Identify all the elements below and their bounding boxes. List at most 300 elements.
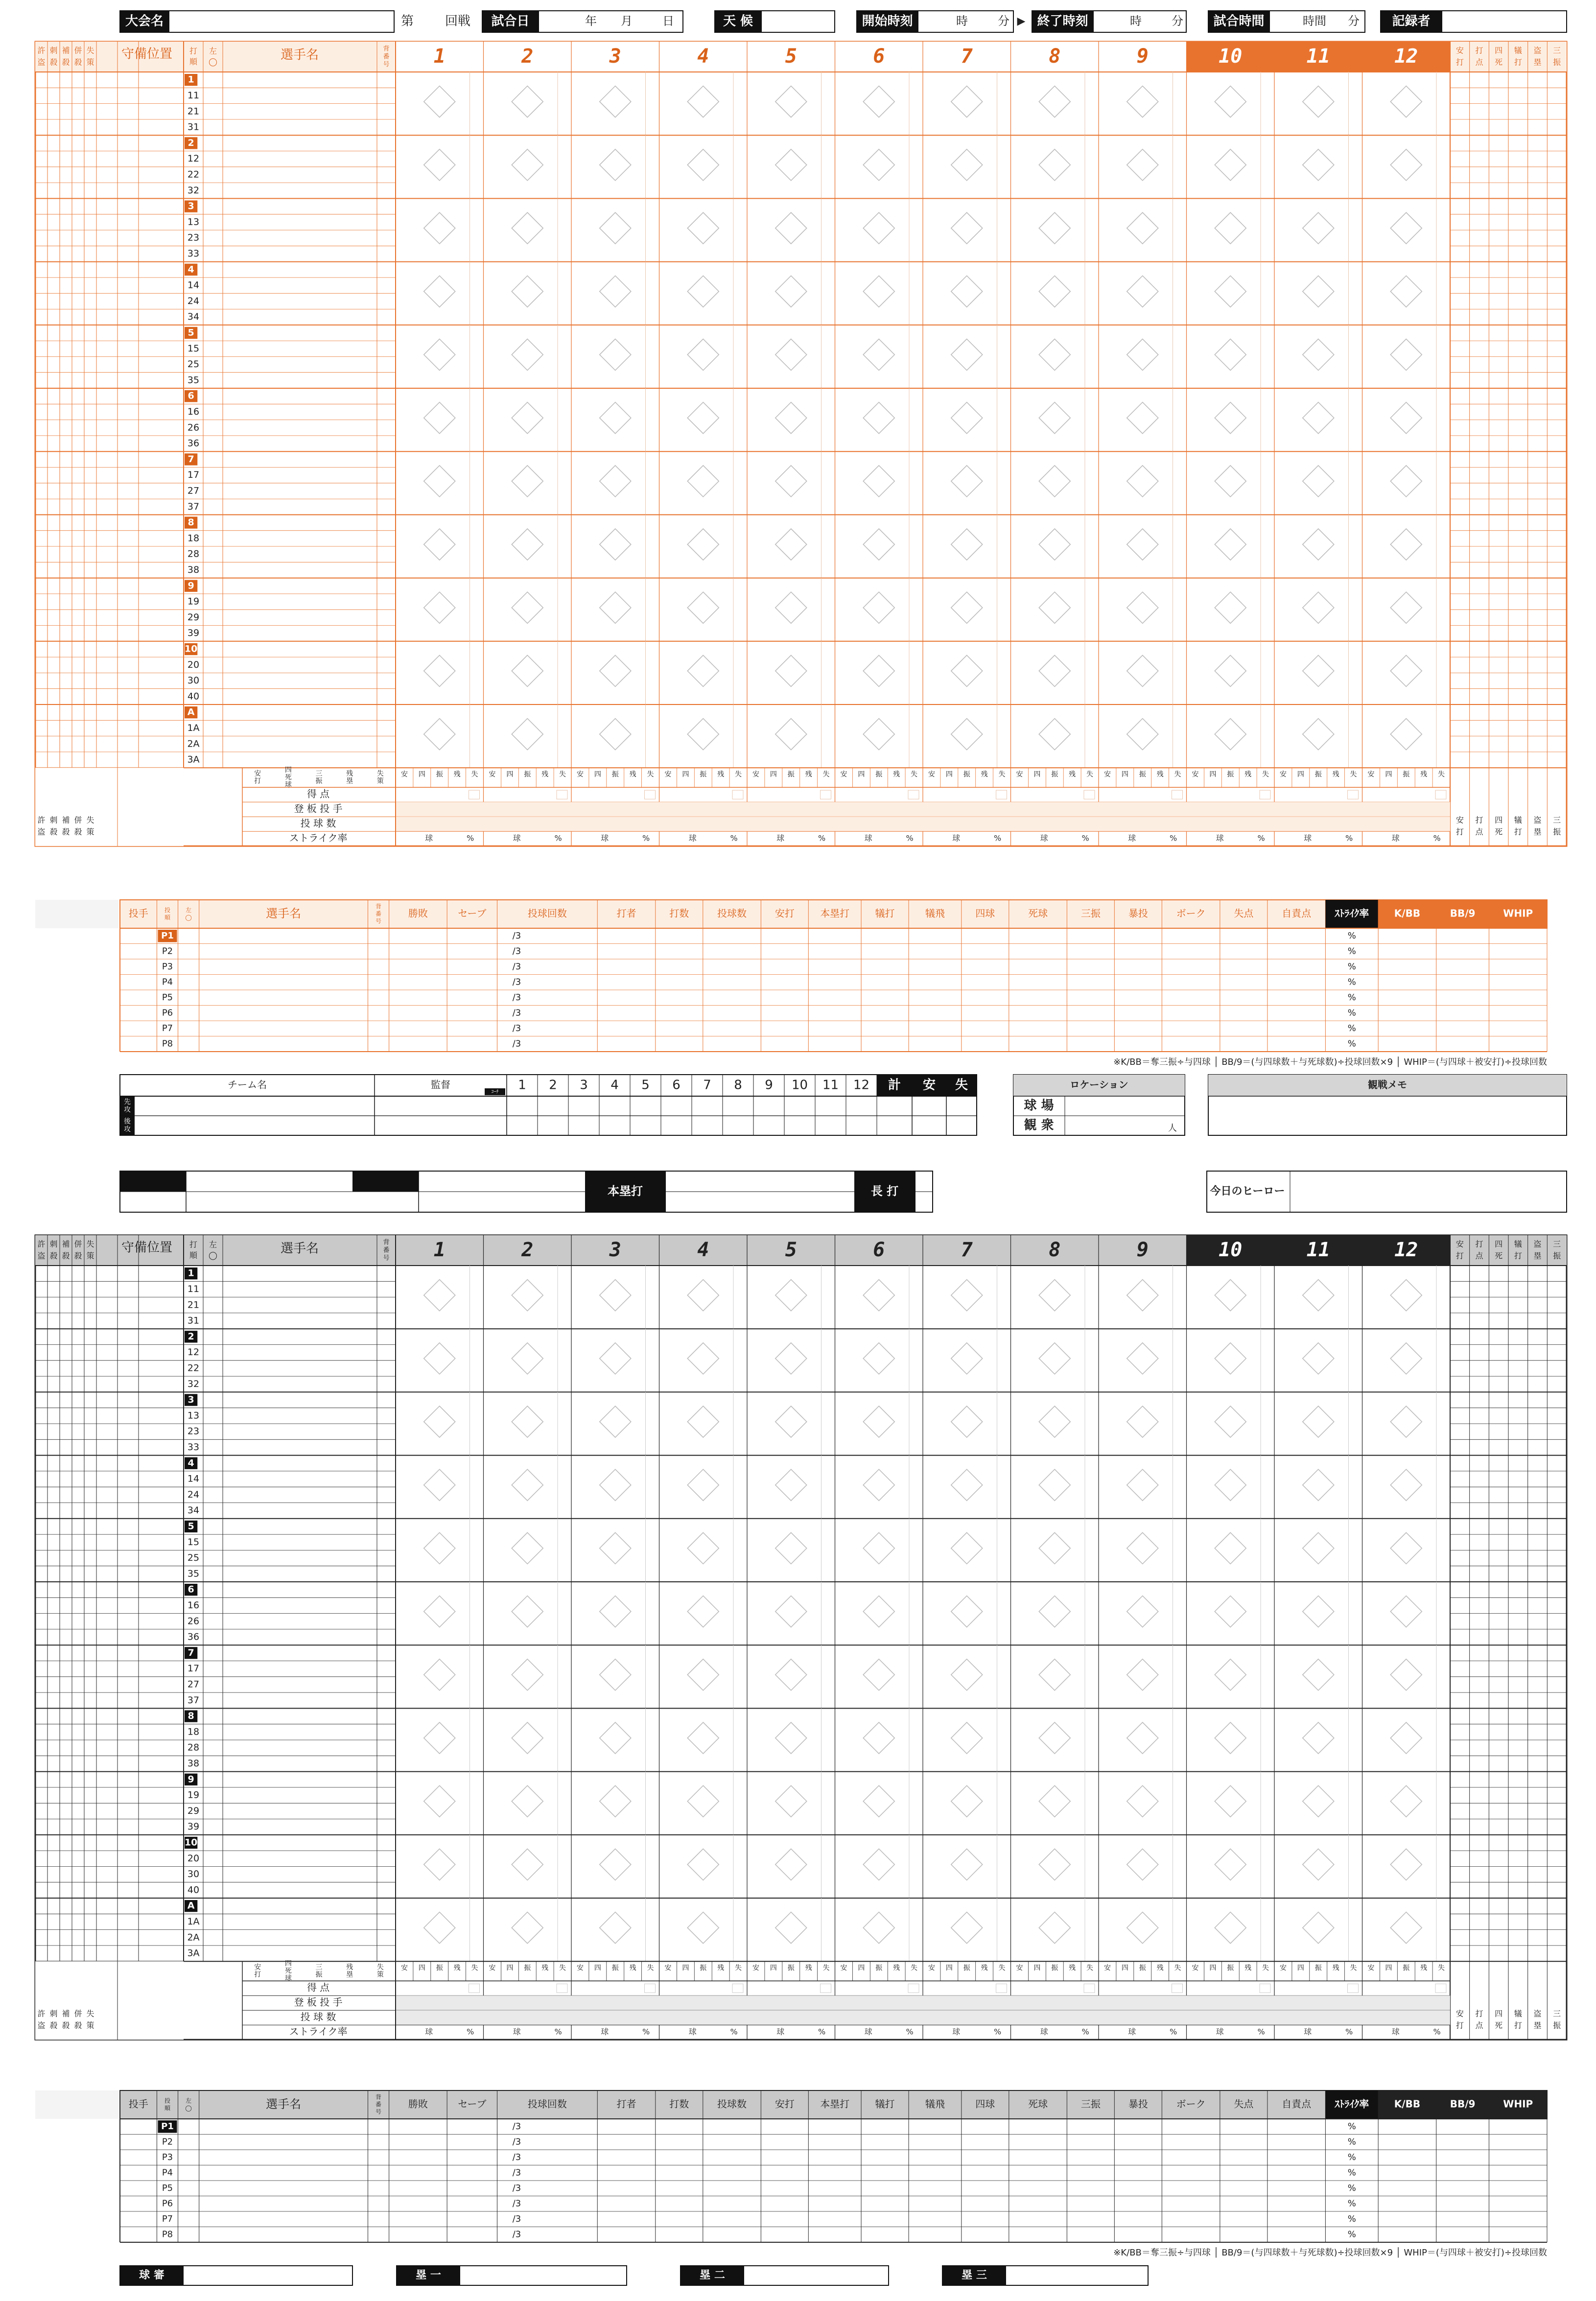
vertical-label-char: 盗 [37, 57, 46, 67]
top-pct-unit: % [906, 833, 914, 843]
vertical-label-char: 四 [1495, 1239, 1503, 1249]
bottom-pitch-header-label: 打者 [616, 2098, 636, 2110]
vertical-label-char: 策 [86, 827, 94, 837]
tournament-field-label: 大会名 [125, 14, 164, 29]
top-ip-suffix: /3 [512, 946, 521, 957]
vertical-label-char: 順 [189, 57, 198, 67]
vertical-label-char: 盗 [1533, 46, 1542, 55]
bottom-pitch-cell-tint [1099, 2010, 1187, 2025]
top-inning-stat-label: 失 [911, 771, 918, 779]
bottom-sub-order-number: 38 [187, 1758, 200, 1769]
bottom-inning-stat-label: 失 [647, 1964, 654, 1972]
vertical-label-char: 盗 [37, 2020, 46, 2030]
top-inning-number: 1 [433, 45, 446, 68]
bottom-pitch-unit: 球 [864, 2027, 872, 2037]
top-pitch-cell-tint [571, 817, 659, 831]
vertical-label-char: 殺 [74, 827, 82, 837]
vertical-label-char: 盗 [1533, 2009, 1542, 2019]
recorder-field-label: 記録者 [1392, 14, 1431, 29]
vertical-label-char: 打 [1514, 827, 1522, 837]
bottom-pitch-header-label: 打数 [669, 2098, 689, 2110]
top-inning-stat-label: 残 [893, 771, 900, 779]
arrow-icon: ▶ [1017, 15, 1026, 27]
top-sub-order-number: 27 [187, 485, 200, 496]
vertical-label-char: 塁 [346, 1971, 353, 1979]
bottom-pct-unit: % [993, 2027, 1002, 2037]
vertical-label-char: 投 [164, 907, 170, 914]
vertical-label-char: 三 [315, 770, 323, 778]
top-inning-number: 11 [1306, 45, 1330, 68]
top-pitcher-cell-tint [835, 802, 923, 817]
top-inning-stat-label: 安 [1367, 771, 1375, 779]
bottom-inning-stat-label: 四 [1297, 1964, 1304, 1972]
bottom-pitch-header-label: 失点 [1234, 2098, 1254, 2110]
bottom-pitch-unit: 球 [1391, 2027, 1400, 2037]
top-pitch-unit: 球 [513, 833, 521, 843]
top-inning-stat-label: 四 [418, 771, 425, 779]
month-unit: 月 [621, 14, 633, 28]
top-pct-unit: % [1257, 833, 1265, 843]
vertical-label-char: ◯ [209, 1250, 217, 1260]
bottom-inning-stat-label: 四 [945, 1964, 953, 1972]
hour-unit: 時 [1130, 14, 1142, 28]
vertical-label-char: 背 [376, 2093, 382, 2101]
top-pitcher-cell-tint [659, 802, 748, 817]
top-pitch-unit: 球 [952, 833, 961, 843]
bottom-inning-number: 9 [1136, 1239, 1149, 1261]
bottom-sub-order-number: 18 [187, 1726, 200, 1737]
vertical-label-char: 打 [1455, 57, 1464, 67]
bottom-inning-stat-label: 振 [1227, 1964, 1234, 1972]
bottom-pitcher-cell-tint [484, 1996, 572, 2010]
bottom-inning-stat-label: 四 [1385, 1964, 1392, 1972]
bottom-pitch-header-label: 投手 [128, 2098, 148, 2110]
bottom-sub-order-number: 11 [187, 1283, 200, 1294]
bottom-inning-stat-label: 安 [1016, 1964, 1023, 1972]
bottom-inning-stat-label: 四 [418, 1964, 425, 1972]
vertical-label-char: 四 [1495, 815, 1503, 825]
bottom-sub-order-number: 30 [187, 1869, 200, 1880]
bottom-inning-stat-label: 振 [1051, 1964, 1058, 1972]
vertical-label-char: 番 [376, 2101, 382, 2108]
top-sub-order-number: 1A [187, 722, 200, 733]
bottom-pitch-header-label: 暴投 [1128, 2098, 1148, 2110]
bottom-pitch-cell-tint [484, 2010, 572, 2025]
bottom-pitch-header-label: 死球 [1028, 2098, 1048, 2110]
bottom-ip-suffix: /3 [512, 2137, 521, 2147]
top-order-number: 10 [184, 643, 198, 655]
bottom-pitcher-cell-tint [1187, 1996, 1275, 2010]
top-inning-stat-label: 残 [981, 771, 988, 779]
bottom-sub-order-number: 25 [187, 1552, 200, 1564]
bottom-ip-suffix: /3 [512, 2198, 521, 2209]
vertical-label-char: 殺 [62, 2020, 70, 2030]
bottom-inning-stat-label: 四 [682, 1964, 689, 1972]
bottom-inning-stat-label: 失 [1438, 1964, 1445, 1972]
bottom-inning-stat-label: 失 [559, 1964, 566, 1972]
vertical-label-char: ◯ [209, 57, 217, 67]
top-inning-stat-label: 残 [541, 771, 549, 779]
bottom-inning-stat-label: 四 [506, 1964, 514, 1972]
top-order-number: 1 [188, 74, 194, 85]
bottom-pitcher-cell-tint [747, 1996, 835, 2010]
bottom-sub-order-number: 35 [187, 1568, 200, 1579]
bottom-inning-stat-label: 振 [787, 1964, 795, 1972]
top-pitcher-order: P6 [162, 1008, 173, 1018]
vertical-label-char: 背 [376, 903, 382, 910]
top-pct-unit: % [993, 833, 1002, 843]
top-inning-stat-label: 振 [1403, 771, 1410, 779]
top-order-number: 3 [188, 201, 194, 212]
top-pct-unit: % [818, 833, 826, 843]
vertical-label-char: 号 [376, 2108, 382, 2115]
top-inning-stat-label: 振 [700, 771, 707, 779]
vertical-label-char: 策 [86, 57, 94, 67]
bottom-inning-number: 6 [873, 1239, 885, 1261]
bottom-pct-unit: % [554, 2027, 562, 2037]
bottom-sub-order-number: 34 [187, 1505, 200, 1516]
umpire-label: 塁 三 [962, 2269, 987, 2281]
bottom-sub-order-number: 15 [187, 1536, 200, 1548]
vertical-label-char: 塁 [1533, 827, 1542, 837]
top-sub-order-number: 21 [187, 106, 200, 117]
hero-label: 今日のヒーロー [1210, 1185, 1285, 1197]
homerun-label: 本塁打 [608, 1184, 643, 1198]
top-inning-stat-label: 失 [1262, 771, 1269, 779]
vertical-label-char: 番 [383, 53, 390, 61]
top-inning-stat-label: 安 [1279, 771, 1287, 779]
vertical-label-char: 背 [383, 1239, 390, 1246]
top-inning-stat-label: 振 [875, 771, 883, 779]
bottom-pitcher-cell-tint [835, 1996, 923, 2010]
duration-field-label: 試合時間 [1213, 14, 1265, 29]
vertical-label-char: 塁 [1533, 57, 1542, 67]
crowd-label: 観 衆 [1024, 1118, 1054, 1133]
top-inning-stat-label: 残 [717, 771, 725, 779]
bottom-run-check-box [1260, 1984, 1270, 1993]
vertical-label-char: 安 [1455, 1239, 1464, 1249]
vertical-label-char: 振 [1553, 2020, 1561, 2030]
bottom-order-number: 2 [188, 1331, 194, 1342]
bottom-inning-number: 8 [1049, 1239, 1061, 1261]
vertical-label-char: 刺 [49, 46, 58, 55]
top-inning-stat-label: 安 [928, 771, 935, 779]
bottom-pct-unit: % [1433, 2027, 1441, 2037]
top-ip-suffix: /3 [512, 992, 521, 1003]
bottom-pitch-header-label: ボーク [1176, 2098, 1206, 2110]
vertical-label-char: 殺 [74, 1251, 82, 1261]
vertical-label-char: 殺 [74, 57, 82, 67]
bottom-sub-order-number: 1A [187, 1916, 200, 1927]
bottom-pct-unit: % [1257, 2027, 1265, 2037]
vertical-label-char: 背 [383, 45, 390, 53]
top-inning-stat-label: 残 [1332, 771, 1339, 779]
top-pitcher-order: P1 [161, 930, 174, 941]
bottom-pitch-header-label: セーブ [458, 2098, 487, 2110]
vertical-label-char: 号 [383, 61, 390, 69]
vertical-label-char: 殺 [49, 827, 58, 837]
vertical-label-char: 打 [1514, 1251, 1522, 1261]
top-sub-order-number: 30 [187, 675, 200, 686]
top-inning-stat-label: 振 [1051, 771, 1058, 779]
top-pitcher-cell-tint [923, 802, 1011, 817]
top-pitcher-cell-tint [1011, 802, 1099, 817]
bottom-order-number: 3 [188, 1394, 194, 1406]
scoreboard-total-label: 安 [922, 1078, 936, 1093]
umpire-label: 塁 一 [416, 2269, 441, 2281]
top-pitch-header-label: K/BB [1394, 907, 1421, 919]
top-sub-order-number: 29 [187, 611, 200, 623]
bottom-run-check-box [1084, 1984, 1095, 1993]
hl-dark-2 [352, 1171, 419, 1192]
vertical-label-char: 攻 [124, 1126, 131, 1133]
bottom-sub-order-number: 23 [187, 1426, 200, 1437]
bottom-ip-suffix: /3 [512, 2229, 521, 2240]
vertical-label-char: 犠 [1514, 46, 1522, 55]
bottom-strike-pct: % [1347, 2152, 1356, 2162]
bottom-inning-stat-label: 四 [1121, 1964, 1128, 1972]
vertical-label-char: 振 [1553, 827, 1561, 837]
top-sub-order-number: 13 [187, 216, 200, 228]
top-sub-order-number: 40 [187, 691, 200, 702]
vertical-label-char: 策 [86, 1251, 94, 1261]
vertical-label-char: 打 [1514, 57, 1522, 67]
bottom-strike-pct: % [1347, 2213, 1356, 2224]
bottom-inning-stat-label: 振 [700, 1964, 707, 1972]
top-ip-suffix: /3 [512, 930, 521, 941]
top-pct-unit: % [1345, 833, 1353, 843]
bottom-pitcher-cell-tint [1362, 1996, 1451, 2010]
top-ip-suffix: /3 [512, 1038, 521, 1049]
bottom-pitcher-cell-tint [571, 1996, 659, 2010]
bottom-strike-pct: % [1347, 2229, 1356, 2240]
bottom-inning-stat-label: 残 [1332, 1964, 1339, 1972]
vertical-label-char: 許 [37, 1239, 46, 1249]
vertical-label-char: 盗 [1533, 1239, 1542, 1249]
vertical-label-char: 安 [254, 770, 261, 778]
bottom-ip-suffix: /3 [512, 2152, 521, 2162]
bottom-sub-order-number: 33 [187, 1441, 200, 1453]
bottom-inning-number: 4 [697, 1239, 709, 1261]
vertical-label-char: 先 [124, 1098, 131, 1106]
bottom-inning-stat-label: 安 [840, 1964, 847, 1972]
top-inning-number: 8 [1049, 45, 1061, 68]
top-pitch-header-label: 失点 [1234, 907, 1254, 919]
bottom-pitch-cell-tint [1011, 2010, 1099, 2025]
top-sub-order-number: 18 [187, 533, 200, 544]
bottom-inning-number: 7 [961, 1239, 973, 1261]
top-sub-order-number: 32 [187, 185, 200, 196]
top-inning-stat-label: 安 [489, 771, 496, 779]
bottom-strike-pct: % [1347, 2137, 1356, 2147]
bottom-pitch-header-label: WHIP [1503, 2098, 1533, 2110]
top-summary-row-label: 得 点 [306, 788, 330, 800]
top-sub-order-number: 31 [187, 121, 200, 133]
top-pitch-header-label: 自責点 [1282, 907, 1312, 919]
bottom-sub-order-number: 20 [187, 1853, 200, 1864]
top-pitch-header-label: ｽﾄﾗｲｸ率 [1335, 907, 1369, 919]
vertical-label-char: 順 [189, 1250, 198, 1260]
top-sub-order-number: 35 [187, 375, 200, 386]
top-pitch-header-label: 安打 [775, 907, 795, 919]
bottom-pitch-cell-tint [923, 2010, 1011, 2025]
top-pitcher-order: P4 [162, 977, 173, 987]
top-pitch-cell-tint [747, 817, 835, 831]
minute-unit: 分 [998, 14, 1009, 28]
top-card-frame [35, 42, 1567, 846]
vertical-label-char: 打 [189, 1240, 198, 1249]
vertical-label-char: 残 [346, 1963, 353, 1972]
bottom-inning-stat-label: 四 [770, 1964, 777, 1972]
bottom-pct-unit: % [1081, 2027, 1089, 2037]
bottom-sub-order-number: 29 [187, 1805, 200, 1816]
bottom-inning-number: 10 [1219, 1239, 1243, 1261]
vertical-label-char: 球 [284, 1974, 292, 1983]
bottom-inning-stat-label: 振 [436, 1964, 443, 1972]
vertical-label-char: ◯ [185, 914, 192, 921]
vertical-label-char: 刺 [49, 1239, 58, 1249]
bottom-sub-order-number: 39 [187, 1821, 200, 1832]
top-inning-stat-label: 失 [471, 771, 478, 779]
vertical-label-char: 左 [186, 907, 192, 914]
bottom-inning-stat-label: 安 [1367, 1964, 1375, 1972]
vertical-label-char: 四 [1495, 46, 1503, 55]
top-stats-note: ※K/BB＝奪三振÷与四球 │ BB/9＝(与四球数＋与死球数)÷投球回数×9 │ WHIP＝(与四球＋被安打)÷投球回数 [1113, 1057, 1547, 1067]
bottom-sub-order-number: 32 [187, 1378, 200, 1389]
bottom-inning-stat-label: 残 [893, 1964, 900, 1972]
bottom-pitch-header-label: 投球数 [717, 2098, 747, 2110]
top-position-label: 守備位置 [121, 47, 173, 62]
vertical-label-char: 四 [284, 1960, 292, 1968]
top-inning-number: 10 [1219, 45, 1243, 68]
scoreboard-inning: 9 [765, 1078, 773, 1093]
bottom-order-number: 8 [188, 1711, 194, 1722]
top-strike-pct: % [1347, 946, 1356, 957]
bottom-ip-suffix: /3 [512, 2213, 521, 2224]
top-pitch-cell-tint [484, 817, 572, 831]
bottom-inning-stat-label: 四 [858, 1964, 865, 1972]
bottom-run-check-box [557, 1984, 567, 1993]
vertical-label-char: 犠 [1514, 2009, 1522, 2019]
top-run-check-box [821, 790, 831, 799]
coach-tag: ｺｰﾁ [491, 1089, 499, 1095]
top-sub-order-number: 34 [187, 311, 200, 323]
bottom-run-check-box [1348, 1984, 1359, 1993]
top-inning-stat-label: 四 [1385, 771, 1392, 779]
top-pitch-cell-tint [835, 817, 923, 831]
vertical-label-char: 併 [74, 1239, 82, 1249]
bottom-pitch-cell-tint [659, 2010, 748, 2025]
umpire-label: 球 審 [139, 2269, 164, 2281]
top-sub-order-number: 12 [187, 153, 200, 164]
bottom-inning-stat-label: 安 [489, 1964, 496, 1972]
vertical-label-char: 補 [62, 46, 70, 55]
top-pitch-unit: 球 [425, 833, 433, 843]
bottom-sub-order-number: 3A [187, 1948, 200, 1959]
hours-unit: 時間 [1303, 14, 1326, 28]
top-inning-number: 6 [873, 45, 885, 68]
bottom-pitch-header-label: 投球回数 [527, 2098, 567, 2110]
bottom-name-label: 選手名 [280, 1241, 319, 1256]
top-inning-stat-label: 残 [629, 771, 636, 779]
bottom-sub-order-number: 28 [187, 1742, 200, 1753]
top-summary-row-label: 投 球 数 [300, 817, 336, 829]
bottom-run-check-box [821, 1984, 831, 1993]
top-pitch-header-label: 打者 [616, 907, 636, 919]
vertical-label-char: 打 [1475, 1239, 1483, 1249]
top-sub-order-number: 25 [187, 359, 200, 370]
bottom-pitch-header-label: BB/9 [1450, 2098, 1476, 2110]
top-pitch-cell-tint [396, 817, 484, 831]
bottom-inning-stat-label: 失 [1350, 1964, 1357, 1972]
bottom-sub-order-number: 24 [187, 1489, 200, 1500]
top-order-number: 2 [188, 137, 194, 148]
top-summary-row-label: ストライク率 [289, 832, 348, 844]
top-inning-stat-label: 失 [822, 771, 830, 779]
bottom-run-check-box [469, 1984, 480, 1993]
top-order-number: 7 [188, 453, 194, 465]
top-sub-order-number: 14 [187, 280, 200, 291]
top-pitch-header-label: BB/9 [1450, 907, 1476, 919]
bottom-summary-row-label: 投 球 数 [300, 2011, 336, 2023]
bottom-position-label: 守備位置 [121, 1240, 173, 1255]
top-inning-stat-label: 失 [1174, 771, 1181, 779]
top-pitcher-cell-tint [1274, 802, 1362, 817]
vertical-label-char: 許 [37, 815, 46, 825]
top-pitch-cell-tint [923, 817, 1011, 831]
bottom-inning-stat-label: 振 [875, 1964, 883, 1972]
top-order-number: 4 [188, 264, 194, 275]
top-order-number: 5 [188, 327, 194, 338]
bottom-order-number: 7 [188, 1647, 194, 1658]
bottom-inning-stat-label: 残 [629, 1964, 636, 1972]
bottom-pitch-header-label: 本塁打 [820, 2098, 850, 2110]
top-pitch-unit: 球 [1040, 833, 1048, 843]
top-pct-unit: % [1169, 833, 1177, 843]
vertical-label-char: 補 [62, 1239, 70, 1249]
scoreboard-inning: 10 [791, 1078, 808, 1093]
top-pitcher-cell-tint [571, 802, 659, 817]
bottom-sub-order-number: 31 [187, 1315, 200, 1326]
bottom-summary-row-label: 得 点 [306, 1981, 330, 1994]
bottom-sub-order-number: 16 [187, 1599, 200, 1611]
top-pct-unit: % [642, 833, 650, 843]
bottom-sub-order-number: 19 [187, 1789, 200, 1801]
bottom-pitcher-order: P8 [162, 2229, 173, 2240]
vertical-label-char: 失 [86, 46, 94, 55]
bottom-run-check-box [1172, 1984, 1183, 1993]
vertical-label-char: 塁 [1533, 1251, 1542, 1261]
bottom-inning-stat-label: 振 [524, 1964, 531, 1972]
bottom-sub-order-number: 22 [187, 1362, 200, 1374]
bottom-strike-pct: % [1347, 2121, 1356, 2132]
top-strike-pct: % [1347, 992, 1356, 1003]
top-pct-unit: % [1433, 833, 1441, 843]
vertical-label-char: 許 [37, 2009, 46, 2019]
top-inning-stat-label: 四 [770, 771, 777, 779]
vertical-label-char: 番 [383, 1246, 390, 1254]
bottom-inning-stat-label: 残 [541, 1964, 549, 1972]
bottom-inning-stat-label: 残 [1420, 1964, 1428, 1972]
top-name-label: 選手名 [280, 47, 319, 63]
top-sub-order-number: 24 [187, 295, 200, 306]
top-pitch-cell-tint [1187, 817, 1275, 831]
vertical-label-char: 併 [74, 2009, 82, 2019]
top-sub-order-number: 39 [187, 628, 200, 639]
bottom-order-number: 6 [188, 1584, 194, 1595]
bottom-pitcher-cell-tint [923, 1996, 1011, 2010]
top-sub-order-number: 38 [187, 564, 200, 575]
